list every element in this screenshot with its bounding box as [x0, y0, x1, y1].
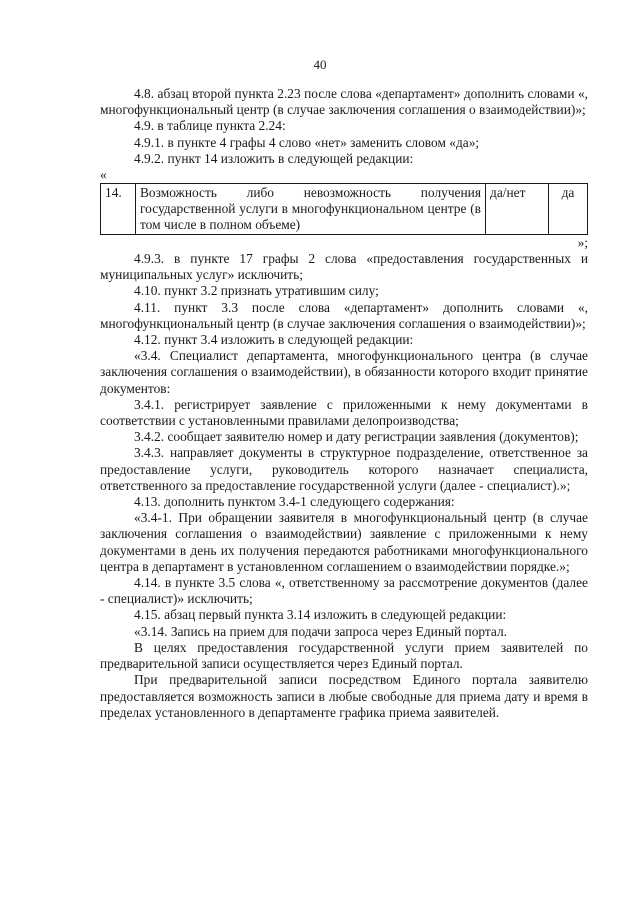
paragraph-appointment-details: При предварительной записи посредством Единого портала заявителю предоставляется возможность записи в любые свободные для приема дату и время в пределах установленного в департаменте графика приема заявителей. [100, 672, 588, 720]
paragraph-4-9-1: 4.9.1. в пункте 4 графы 4 слово «нет» заменить словом «да»; [134, 134, 480, 150]
paragraph-4-15: 4.15. абзац первый пункта 3.14 изложить в следующей редакции: [134, 607, 507, 623]
paragraph-4-12: 4.12. пункт 3.4 изложить в следующей редакции: [134, 332, 414, 348]
paragraph-3-4: «3.4. Специалист департамента, многофункционального центра (в случае заключения соглашения о взаимодействии), в обязанности которого входит принятие документов: [100, 348, 588, 396]
paragraph-3-4-3: 3.4.3. направляет документы в структурное подразделение, ответственное за предоставление услуги, руководитель которого назначает специалиста, ответственного за предоставление государственной услуги (далее - специалист).»; [100, 445, 588, 493]
page-number: 40 [313, 57, 327, 72]
paragraph-4-9-3: 4.9.3. в пункте 17 графы 2 слова «предоставления государственных и муниципальных услуг» исключить; [100, 251, 588, 283]
table-cell-text: Возможность либо невозможность получения государственной услуги в многофункциональном центре (в том числе в полном объеме) [136, 184, 486, 235]
document-body [100, 86, 588, 721]
paragraph-4-10: 4.10. пункт 3.2 признать утратившим силу; [134, 283, 379, 299]
paragraph-4-13: 4.13. дополнить пунктом 3.4-1 следующего содержания: [134, 494, 455, 510]
amendment-table [100, 183, 588, 235]
paragraph-3-4-1: 3.4.1. регистрирует заявление с приложенными к нему документами в соответствии с установленными правилами делопроизводства; [100, 396, 588, 429]
paragraph-3-4-1-new: «3.4-1. При обращении заявителя в многофункциональный центр (в случае заключения соглашения о взаимодействии) заявление с приложенными к нему документами в день их получения передаются работниками многофункционального центра в департамент в установленном соглашением о взаимодействии порядке.»; [100, 510, 588, 574]
table-cell-number: 14. [101, 184, 136, 235]
paragraph-appointment-intro: В целях предоставления государственной услуги прием заявителей по предварительной записи осуществляется через Единый портал. [100, 639, 588, 672]
open-quote: « [100, 167, 107, 183]
paragraph-4-9-2: 4.9.2. пункт 14 изложить в следующей редакции: [134, 150, 414, 166]
paragraph-3-14: «3.14. Запись на прием для подачи запроса через Единый портал. [134, 623, 508, 639]
paragraph-3-4-2: 3.4.2. сообщает заявителю номер и дату регистрации заявления (документов); [134, 429, 579, 445]
table-cell-col3: да/нет [486, 184, 549, 235]
table-cell-col4: да [549, 184, 588, 235]
paragraph-4-9: 4.9. в таблице пункта 2.24: [134, 118, 286, 134]
paragraph-4-14: 4.14. в пункте 3.5 слова «, ответственному за рассмотрение документов (далее - специалист)» исключить; [100, 575, 588, 607]
close-quote: »; [577, 235, 588, 251]
paragraph-4-11: 4.11. пункт 3.3 после слова «департамент» дополнить словами «, многофункциональный центр (в случае заключения соглашения о взаимодействии)»; [100, 299, 588, 331]
table-row [101, 184, 588, 235]
paragraph-4-8: 4.8. абзац второй пункта 2.23 после слова «департамент» дополнить словами «, многофункциональный центр (в случае заключения соглашения о взаимодействии)»; [100, 86, 588, 118]
